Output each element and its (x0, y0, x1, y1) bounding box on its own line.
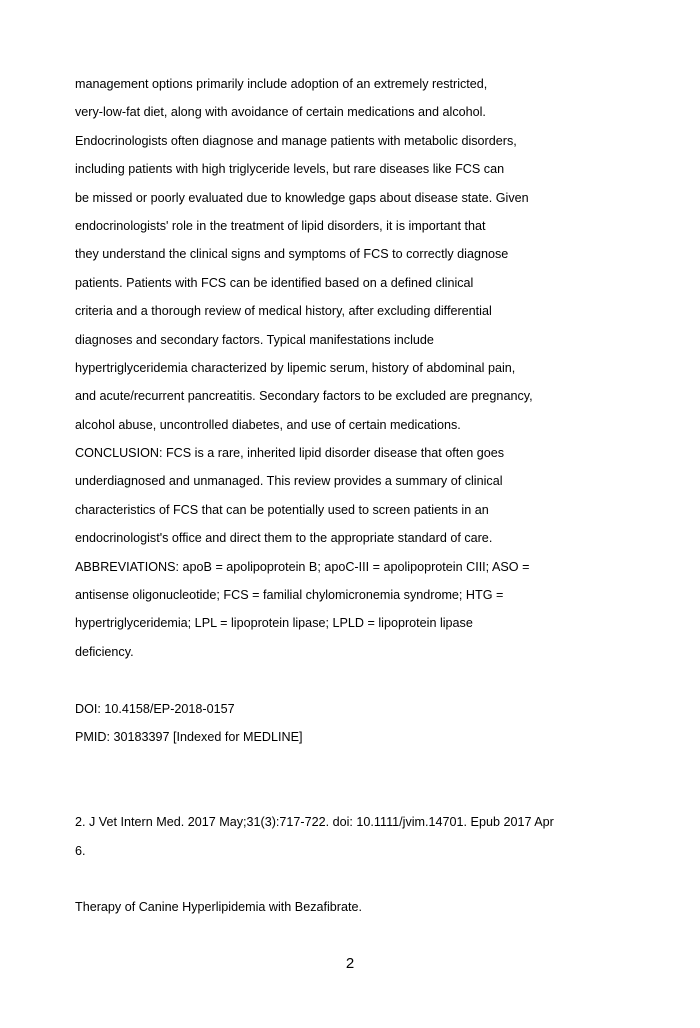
abstract-line: deficiency. (75, 644, 134, 659)
abstract-line: underdiagnosed and unmanaged. This review provides a summary of clinical (75, 474, 503, 489)
abstract-line: antisense oligonucleotide; FCS = familial chylomicronemia syndrome; HTG = (75, 588, 504, 603)
paragraph-spacer (75, 865, 635, 893)
abstract-line: endocrinologist's office and direct them to the appropriate standard of care. (75, 531, 493, 546)
doi-identifier: DOI: 10.4158/EP-2018-0157 (75, 701, 235, 716)
abstract-continuation (75, 70, 635, 666)
abstract-line: including patients with high triglyceride levels, but rare diseases like FCS can (75, 162, 505, 177)
citation-title: Therapy of Canine Hyperlipidemia with Bezafibrate. (75, 900, 362, 915)
abstract-line: be missed or poorly evaluated due to knowledge gaps about disease state. Given (75, 190, 529, 205)
abstract-line: and acute/recurrent pancreatitis. Secondary factors to be excluded are pregnancy, (75, 389, 533, 404)
abstract-line: ABBREVIATIONS: apoB = apolipoprotein B; apoC-III = apolipoprotein CIII; ASO = (75, 559, 530, 574)
abstract-line: management options primarily include adoption of an extremely restricted, (75, 77, 488, 91)
paragraph-spacer (75, 751, 635, 779)
abstract-line: they understand the clinical signs and symptoms of FCS to correctly diagnose (75, 247, 509, 262)
abstract-line: alcohol abuse, uncontrolled diabetes, and use of certain medications. (75, 417, 461, 432)
citation-reference-line: 6. (75, 843, 86, 858)
text-block (75, 70, 635, 922)
abstract-line: characteristics of FCS that can be potentially used to screen patients in an (75, 502, 489, 517)
abstract-line: patients. Patients with FCS can be identified based on a defined clinical (75, 275, 474, 290)
paragraph-spacer (75, 780, 635, 808)
page-number: 2 (345, 955, 355, 972)
abstract-line: hypertriglyceridemia; LPL = lipoprotein lipase; LPLD = lipoprotein lipase (75, 616, 473, 631)
abstract-line: CONCLUSION: FCS is a rare, inherited lipid disorder disease that often goes (75, 446, 505, 461)
abstract-line: Endocrinologists often diagnose and manage patients with metabolic disorders, (75, 133, 517, 148)
abstract-line: very-low-fat diet, along with avoidance of certain medications and alcohol. (75, 105, 486, 120)
abstract-line: endocrinologists' role in the treatment of lipid disorders, it is important that (75, 218, 486, 233)
abstract-line: diagnoses and secondary factors. Typical manifestations include (75, 332, 434, 347)
pmid-identifier: PMID: 30183397 [Indexed for MEDLINE] (75, 729, 303, 744)
abstract-line: hypertriglyceridemia characterized by lipemic serum, history of abdominal pain, (75, 360, 516, 375)
paragraph-spacer (75, 666, 635, 694)
abstract-line: criteria and a thorough review of medical history, after excluding differential (75, 304, 492, 319)
citation-reference-line: 2. J Vet Intern Med. 2017 May;31(3):717-722. doi: 10.1111/jvim.14701. Epub 2017 Apr (75, 815, 554, 830)
